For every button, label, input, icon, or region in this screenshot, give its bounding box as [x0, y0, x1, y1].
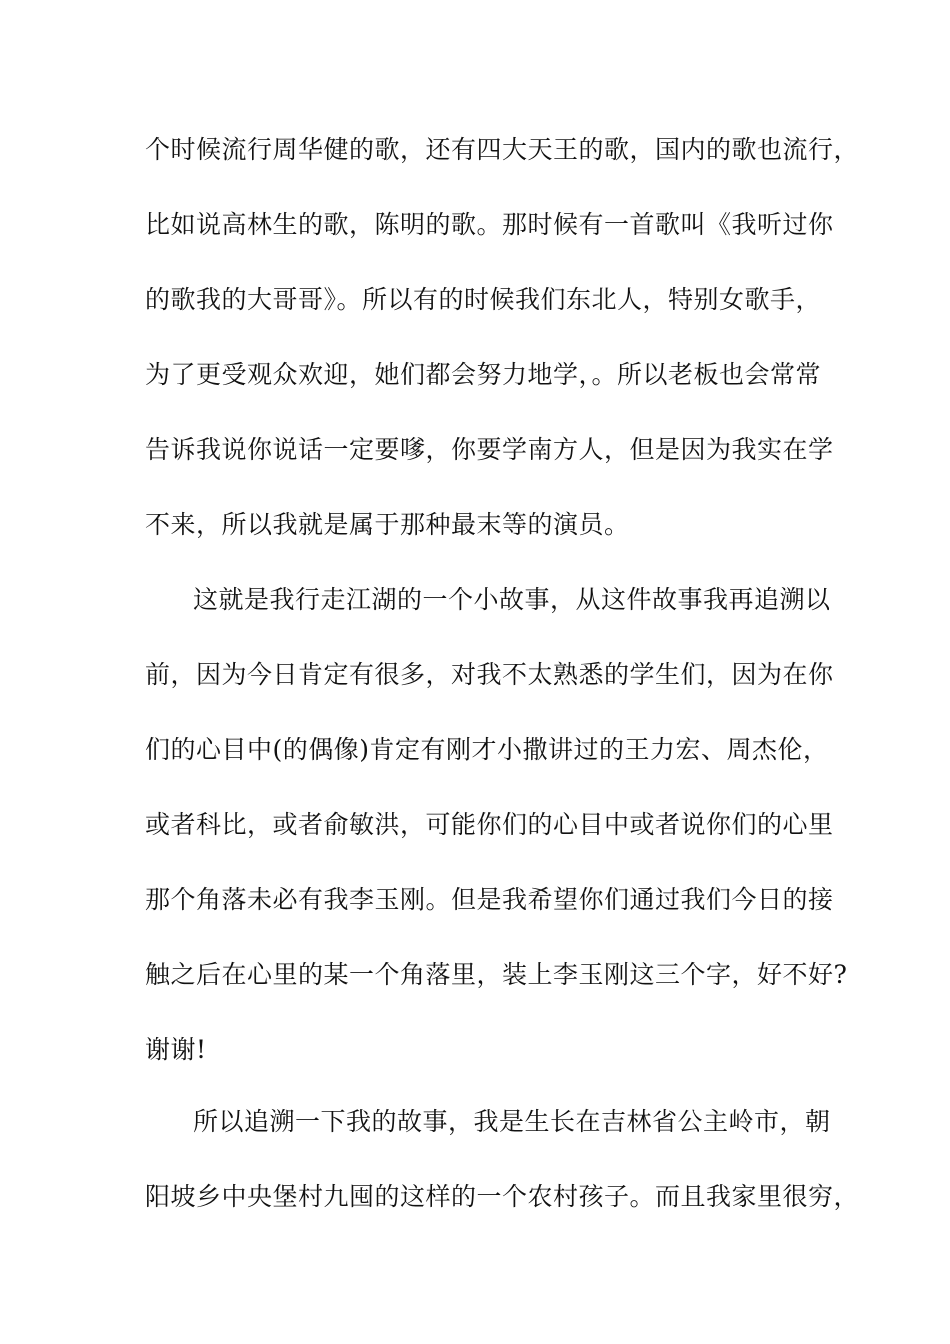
paragraph-2-line-4: 或者科比，或者俞敏洪，可能你们的心目中或者说你们的心里 [145, 810, 834, 839]
paragraph-2-line-5: 那个角落未必有我李玉刚。但是我希望你们通过我们今日的接 [145, 885, 834, 914]
paragraph-2-line-1: 这就是我行走江湖的一个小故事，从这件故事我再追溯以 [193, 585, 831, 614]
paragraph-2-line-2: 前，因为今日肯定有很多，对我不太熟悉的学生们，因为在你 [145, 660, 834, 689]
paragraph-1-line-5: 告诉我说你说话一定要嗲，你要学南方人，但是因为我实在学 [145, 435, 834, 464]
paragraph-1-line-3: 的歌我的大哥哥》。所以有的时候我们东北人，特别女歌手， [145, 285, 822, 314]
paragraph-2-line-6: 触之后在心里的某一个角落里，装上李玉刚这三个字，好不好? [145, 960, 848, 989]
paragraph-1-line-6: 不来，所以我就是属于那种最末等的演员。 [145, 510, 630, 539]
paragraph-3-line-2: 阳坡乡中央堡村九囤的这样的一个农村孩子。而且我家里很穷， [145, 1182, 860, 1211]
paragraph-3-line-1: 所以追溯一下我的故事，我是生长在吉林省公主岭市，朝 [193, 1107, 831, 1136]
paragraph-1-line-2: 比如说高林生的歌，陈明的歌。那时候有一首歌叫《我听过你 [145, 210, 834, 239]
paragraph-2-line-7: 谢谢! [145, 1035, 207, 1064]
paragraph-1-line-4: 为了更受观众欢迎，她们都会努力地学，。所以老板也会常常 [145, 360, 822, 389]
paragraph-2-line-3: 们的心目中(的偶像)肯定有刚才小撒讲过的王力宏、周杰伦， [145, 735, 829, 764]
paragraph-1-line-1: 个时候流行周华健的歌，还有四大天王的歌，国内的歌也流行， [145, 135, 860, 164]
